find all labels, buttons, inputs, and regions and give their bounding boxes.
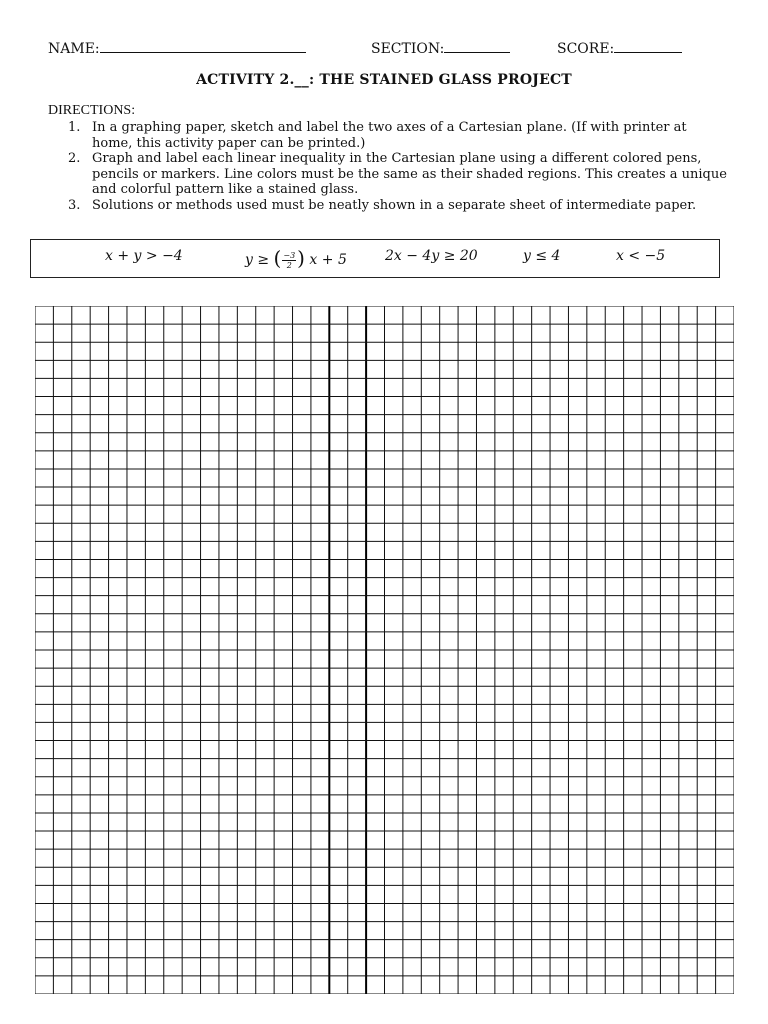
inequality-2 [245, 248, 347, 272]
left-paren: ( [273, 246, 282, 270]
direction-text: In a graphing paper, sketch and label the two axes of a Cartesian plane. (If with printer at home, this activity paper can be printed.) [92, 120, 687, 151]
name-label: NAME: [48, 41, 100, 57]
inequality-2-rhs: x + 5 [309, 252, 347, 268]
inequality-1: x + y > −4 [105, 248, 183, 264]
direction-number: 3. [68, 197, 81, 213]
inequalities-box [30, 239, 720, 278]
direction-text: Solutions or methods used must be neatly shown in a separate sheet of intermediate paper. [92, 197, 697, 213]
inequality-4: y ≤ 4 [523, 248, 561, 264]
inequality-5: x < −5 [616, 248, 666, 264]
section-label: SECTION: [371, 41, 445, 57]
directions-list [48, 120, 728, 213]
fraction-numerator: −3 [283, 250, 296, 260]
section-blank-line[interactable] [444, 40, 510, 53]
direction-item [48, 198, 728, 214]
inequality-3: 2x − 4y ≥ 20 [385, 248, 478, 264]
fraction-denominator: 2 [286, 260, 292, 270]
direction-text: Graph and label each linear inequality in the Cartesian plane using a different colored pens, pencils or markers. Line colors must be the same as their shaded regions. This creates a unique and colorful pattern like a stained glass. [92, 151, 727, 197]
direction-number: 1. [68, 120, 81, 135]
directions-label: DIRECTIONS: [48, 103, 136, 118]
graph-paper-grid[interactable] [35, 306, 734, 994]
direction-item [48, 120, 728, 151]
score-label: SCORE: [557, 41, 615, 57]
name-blank-line[interactable] [100, 40, 306, 53]
score-blank-line[interactable] [614, 40, 682, 53]
section-field[interactable] [371, 40, 510, 57]
score-field[interactable] [557, 40, 682, 57]
name-field[interactable] [48, 40, 306, 57]
direction-item [48, 151, 728, 198]
inequality-2-lhs: y ≥ [245, 252, 270, 268]
right-paren: ) [297, 246, 305, 270]
activity-title: ACTIVITY 2.__: THE STAINED GLASS PROJECT [196, 72, 572, 88]
direction-number: 2. [68, 151, 81, 166]
fraction [282, 251, 296, 270]
